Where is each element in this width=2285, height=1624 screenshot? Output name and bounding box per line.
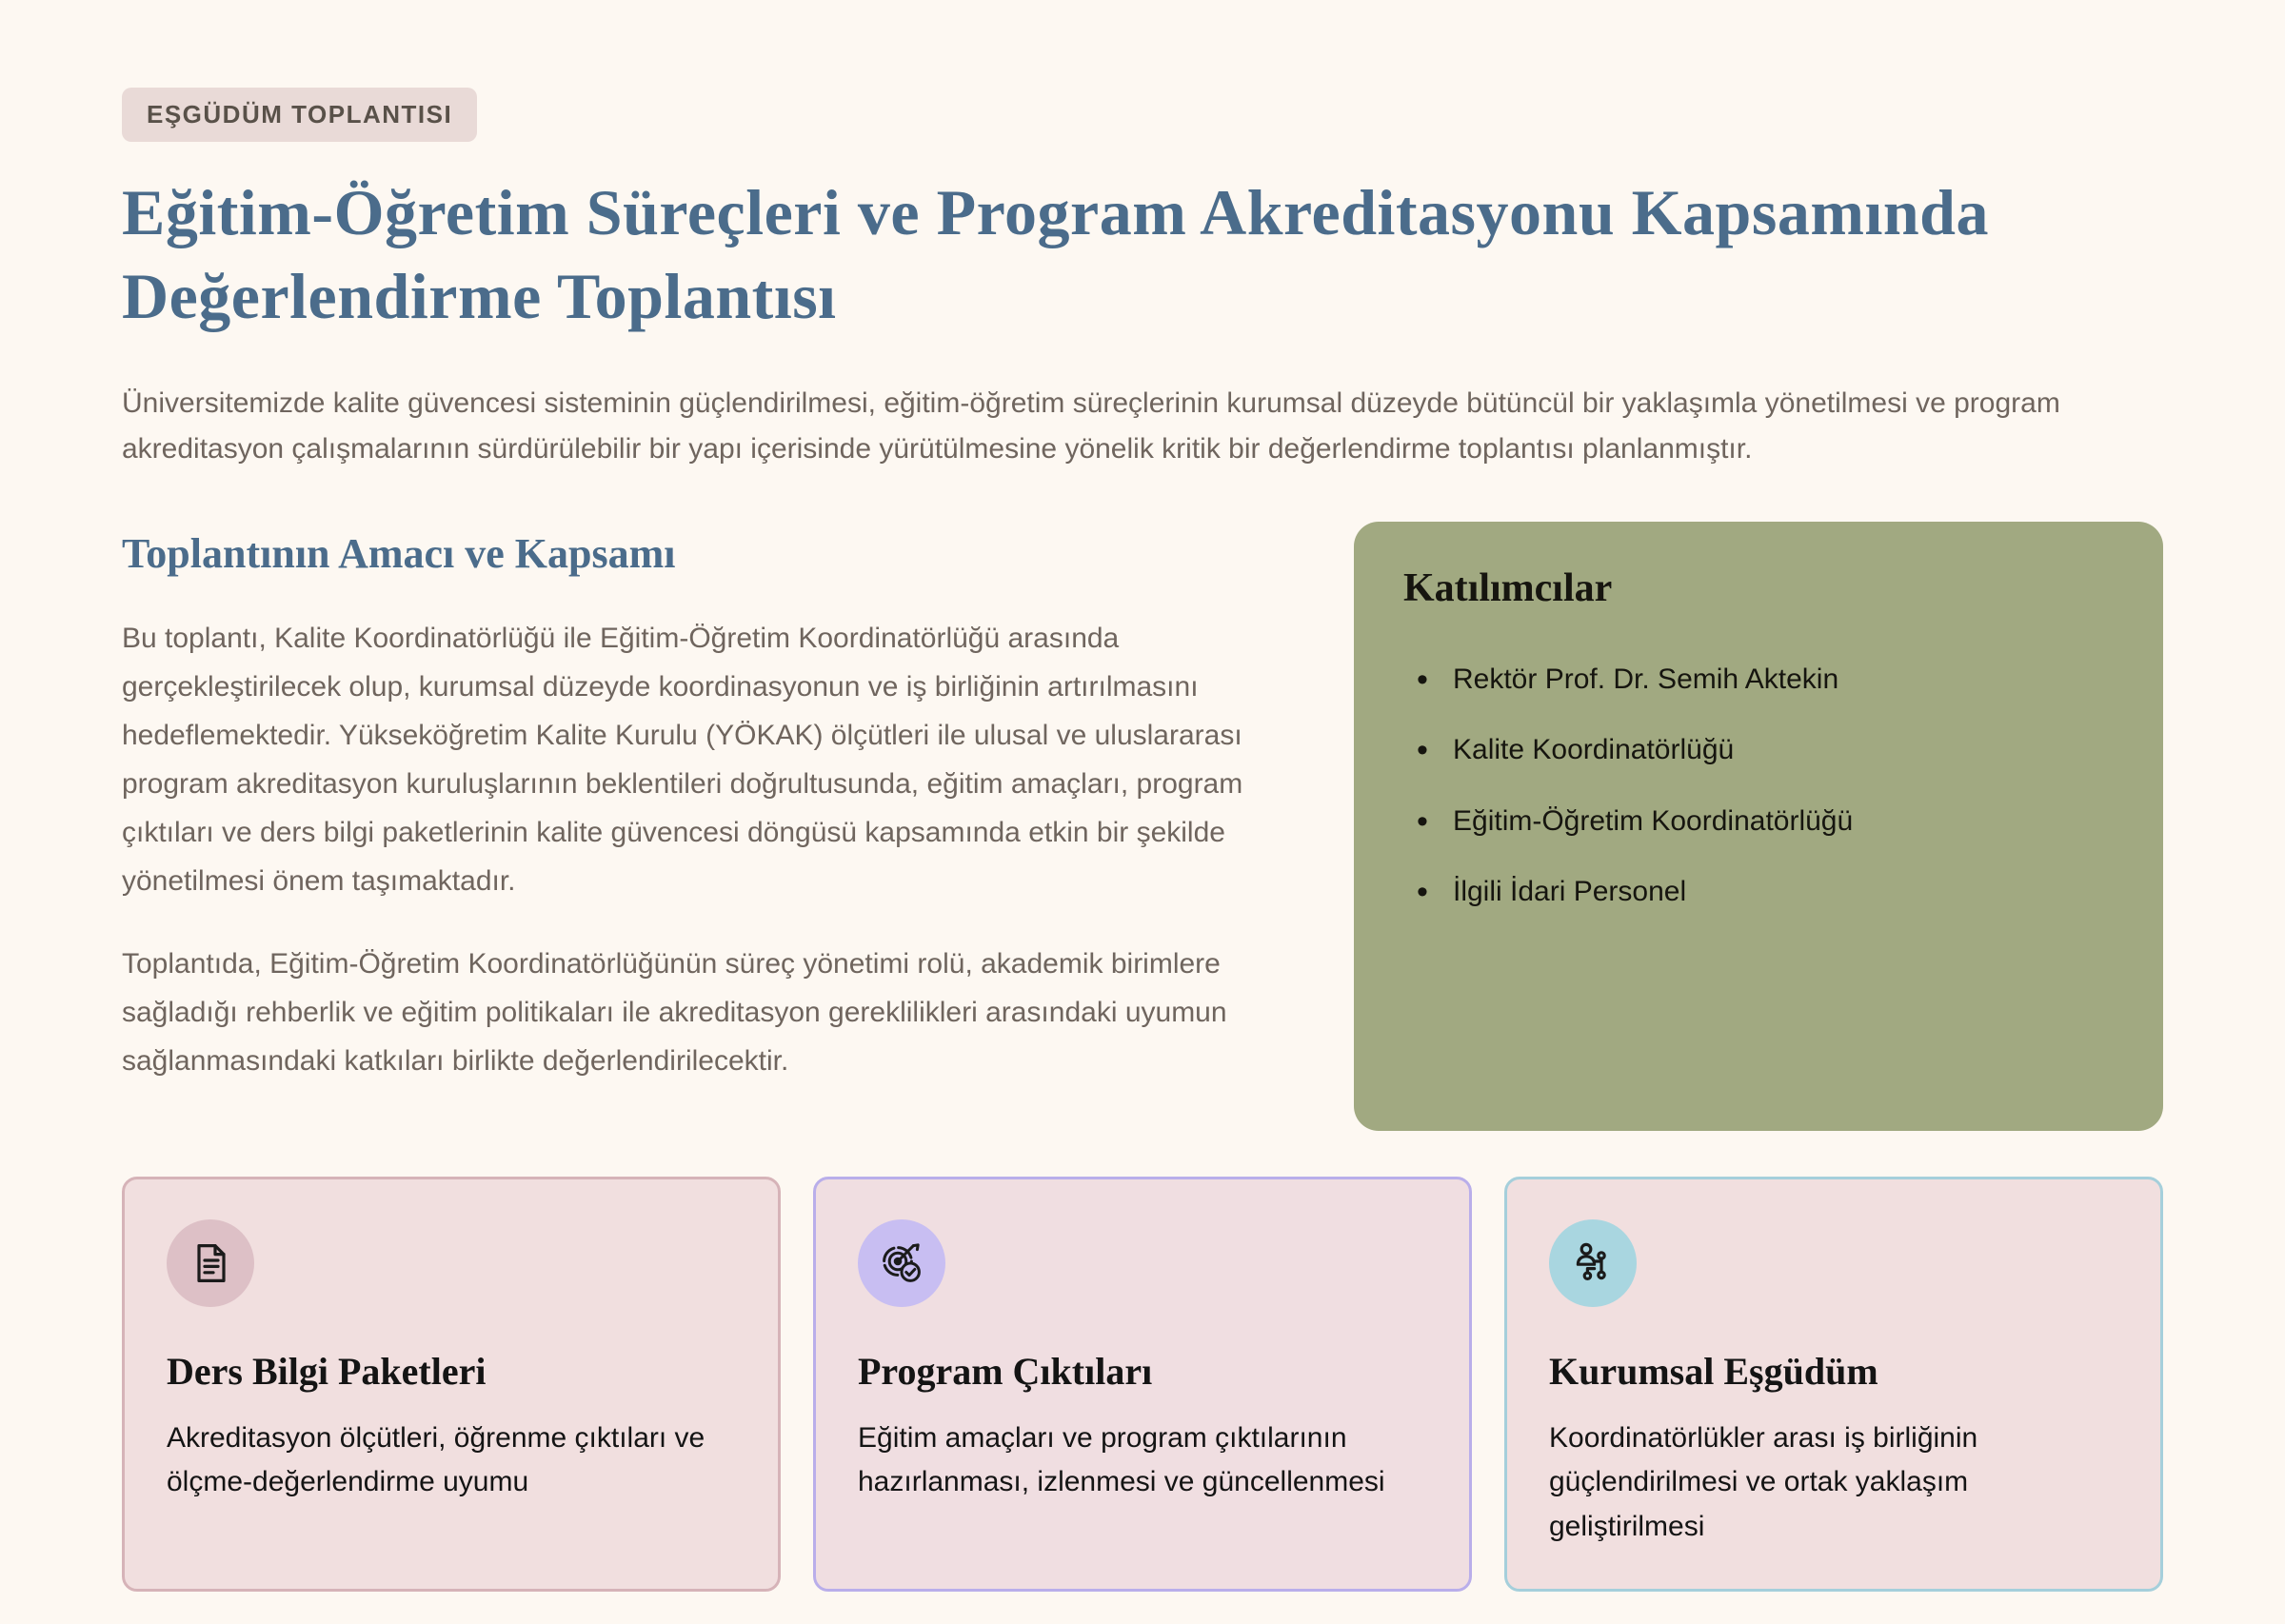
purpose-paragraph-2: Toplantıda, Eğitim-Öğretim Koordinatörlüğünün süreç yönetimi rolü, akademik birimlere sağladığı rehberlik ve eğitim politikaları ile akreditasyon gereklilikleri arasındaki uyumun sağlanmasındaki katkıları birlikte değerlendirilecektir. (122, 947, 1227, 1077)
card-ders-bilgi-paketleri (122, 1177, 781, 1593)
participant-item: • Rektör Prof. Dr. Semih Aktekin (1403, 661, 2114, 700)
card-description: Eğitim amaçları ve program çıktılarının hazırlanması, izlenmesi ve güncellenmesi (858, 1421, 1385, 1498)
card-title: Program Çıktıları (858, 1349, 1153, 1393)
card-title: Kurumsal Eşgüdüm (1549, 1349, 1878, 1393)
page-title: Eğitim-Öğretim Süreçleri ve Program Akreditasyonu Kapsamında Değerlendirme Toplantısı (122, 176, 1989, 333)
card-icon-circle (167, 1219, 254, 1307)
intro-paragraph: Üniversitemizde kalite güvencesi sisteminin güçlendirilmesi, eğitim-öğretim süreçlerinin kurumsal düzeyde bütüncül bir yaklaşımla yönetilmesi ve program akreditasyon çalışmalarının sürdürülebilir bir yapı içerisinde yürütülmesine yönelik kritik bir değerlendirme toplantısı planlanmıştır. (122, 386, 2060, 465)
card-program-ciktilari (813, 1177, 1472, 1593)
participants-card (1354, 522, 2163, 1131)
topic-cards-row (122, 1177, 2163, 1593)
card-title: Ders Bilgi Paketleri (167, 1349, 487, 1393)
card-description: Akreditasyon ölçütleri, öğrenme çıktıları ve ölçme-değerlendirme uyumu (167, 1421, 705, 1498)
target-check-icon (879, 1240, 924, 1286)
purpose-section (122, 522, 1312, 1085)
meeting-type-badge: EŞGÜDÜM TOPLANTISI (122, 88, 477, 142)
document-icon (188, 1240, 233, 1286)
participants-title: Katılımcılar (1403, 565, 1613, 610)
card-kurumsal-esgudum (1504, 1177, 2163, 1593)
card-icon-circle (858, 1219, 945, 1307)
participant-item: • İlgili İdari Personel (1403, 873, 2114, 912)
purpose-heading: Toplantının Amacı ve Kapsamı (122, 529, 676, 577)
card-icon-circle (1549, 1219, 1637, 1307)
participants-list (1403, 661, 2114, 912)
card-description: Koordinatörlükler arası iş birliğinin güçlendirilmesi ve ortak yaklaşım geliştirilmesi (1549, 1421, 1978, 1542)
purpose-paragraph-1: Bu toplantı, Kalite Koordinatörlüğü ile Eğitim-Öğretim Koordinatörlüğü arasında gerçekleştirilecek olup, kurumsal düzeyde koordinasyonun ve iş birliğinin artırılmasını hedeflemektedir. Yükseköğretim Kalite Kurulu (YÖKAK) ölçütleri ile ulusal ve uluslararası program akreditasyon kuruluşlarının beklentileri doğrultusunda, eğitim amaçları, program çıktıları ve ders bilgi paketlerinin kalite güvencesi döngüsü kapsamında etkin bir şekilde yönetilmesi önem taşımaktadır. (122, 622, 1243, 897)
org-chart-person-icon (1570, 1240, 1616, 1286)
participant-item: • Kalite Koordinatörlüğü (1403, 731, 2114, 770)
participant-item: • Eğitim-Öğretim Koordinatörlüğü (1403, 802, 2114, 842)
content-columns (122, 522, 2163, 1131)
